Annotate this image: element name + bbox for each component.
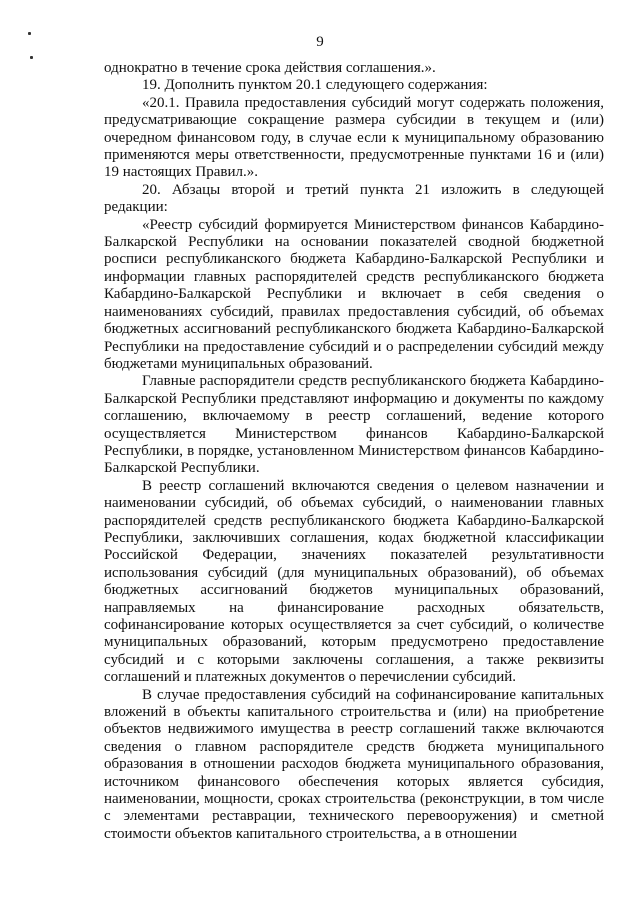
paragraph-item-19: 19. Дополнить пунктом 20.1 следующего содержания:	[142, 77, 488, 94]
paragraph-capital-investments: В случае предоставления субсидий на софинансирование капитальных вложений в объекты капитального строительства и (или) на приобретение объектов недвижимого имущества в реестр соглашений также включаются сведения о главном распорядителе средств бюджета муниципального образования в отношении расходов бюджета муниципального образования, источником финансового обеспечения которых является субсидия, наименовании, мощности, сроках строительства (реконструкции, в том числе с элементами реставрации, технического перевооружения) и сметной стоимости объектов капитального строительства, а в отношении	[104, 686, 604, 842]
paragraph-rule-20-1: «20.1. Правила предоставления субсидий могут содержать положения, предусматривающие сокращение размера субсидии в текущем и (или) очередном финансовом году, в случае если к муниципальному образованию применяются меры ответственности, предусмотренные пунктами 16 и (или) 19 настоящих Правил.».	[104, 94, 604, 181]
scan-artifact-mark	[30, 56, 33, 59]
page-number: 9	[316, 34, 324, 50]
paragraph-registry-agreements: В реестр соглашений включаются сведения о целевом назначении и наименовании субсидий, об объемах субсидий, о наименовании главных распорядителей средств республиканского бюджета Кабардино-Балкарской Республики, заключивших соглашения, кодах бюджетной классификации Российской Федерации, значениях показателей результативности использования субсидий (для муниципальных образований), об объемах бюджетных ассигнований бюджетов муниципальных образований, направляемых на финансирование расходных обязательств, софинансирование которых осуществляется за счет субсидий, о количестве муниципальных образований, которым предусмотрено предоставление субсидий и с которыми заключены соглашения, а также реквизиты соглашений и платежных документов о перечислении субсидий.	[104, 477, 604, 686]
paragraph-registry-subsidies: «Реестр субсидий формируется Министерством финансов Кабардино-Балкарской Республики на основании показателей сводной бюджетной росписи республиканского бюджета Кабардино-Балкарской Республики и информации главных распорядителей средств республиканского бюджета Кабардино-Балкарской Республики и включает в себя сведения о наименованиях субсидий, правилах предоставления субсидий, об объемах бюджетных ассигнований республиканского бюджета Кабардино-Балкарской Республики на предоставление субсидий и о распределении субсидий между бюджетами муниципальных образований.	[104, 216, 604, 372]
paragraph-item-20: 20. Абзацы второй и третий пункта 21 изложить в следующей редакции:	[104, 181, 604, 216]
paragraph-continuation: однократно в течение срока действия соглашения.».	[104, 60, 436, 76]
paragraph-main-administrators: Главные распорядители средств республиканского бюджета Кабардино-Балкарской Республики представляют информацию и документы по каждому соглашению, включаемому в реестр соглашений, ведение которого осуществляется Министерством финансов Кабардино-Балкарской Республики, в порядке, установленном Министерством финансов Кабардино-Балкарской Республики.	[104, 373, 604, 477]
document-body	[104, 60, 604, 843]
